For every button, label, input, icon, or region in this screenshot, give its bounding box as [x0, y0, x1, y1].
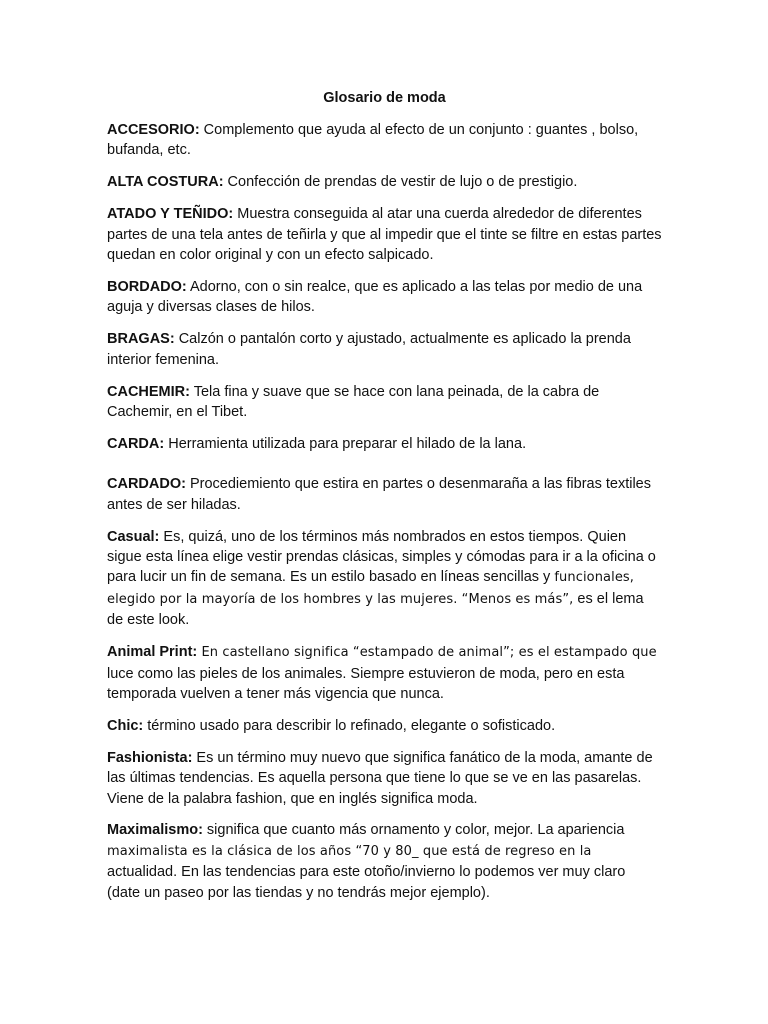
entry-term: ALTA COSTURA:	[107, 174, 224, 191]
entry-term: CARDA:	[107, 435, 165, 452]
entry-definition: Muestra conseguida al atar una cuerda alrededor de diferentes partes de una tela antes de teñirla y que al impedir que el tinte se filtre en estas partes quedan en color original y con un efecto salpicado.	[107, 206, 662, 264]
document-title: Glosario de moda	[323, 90, 446, 106]
entry-term: Fashionista:	[107, 749, 193, 766]
glossary-entry-casual	[107, 527, 662, 631]
glossary-entry-accesorio	[107, 120, 662, 161]
glossary-entry-chic	[107, 716, 662, 736]
entry-definition: Es un término muy nuevo que significa fanático de la moda, amante de las últimas tendencias. Es aquella persona que tiene lo que se ve en las pasarelas. Viene de la palabra fashion, que en inglés significa moda.	[107, 749, 653, 807]
entry-term: BORDADO:	[107, 278, 187, 295]
entry-definition: término usado para describir lo refinado, elegante o sofisticado.	[143, 717, 556, 734]
entry-definition: Tela fina y suave que se hace con lana peinada, de la cabra de Cachemir, en el Tibet.	[107, 383, 600, 420]
entry-definition-alt: maximalista es la clásica de los años “70 y 80_ que está de regreso en la	[107, 843, 592, 859]
glossary-entry-fashionista	[107, 748, 662, 809]
entry-definition-alt: funcionales, elegido por la mayoría de los hombres y las mujeres. “Menos es más”,	[107, 570, 635, 607]
entry-definition: Herramienta utilizada para preparar el hilado de la lana.	[164, 435, 527, 452]
entry-term: CARDADO:	[107, 476, 186, 493]
entry-definition: Confección de prendas de vestir de lujo o de prestigio.	[223, 174, 578, 191]
glossary-entry-carda	[107, 434, 662, 454]
entry-definition: Calzón o pantalón corto y ajustado, actualmente es aplicado la prenda interior femenina.	[107, 331, 631, 368]
entry-term: BRAGAS:	[107, 331, 175, 348]
glossary-entry-alta-costura	[107, 172, 662, 192]
entry-definition-alt: En castellano significa “estampado de animal”; es el estampado que	[197, 645, 657, 661]
entry-term: Casual:	[107, 528, 160, 545]
entry-term: Maximalismo:	[107, 822, 203, 839]
glossary-entry-atado-y-tenido	[107, 204, 662, 265]
entry-term: CACHEMIR:	[107, 383, 190, 400]
entry-definition-end: actualidad. En las tendencias para este otoño/invierno lo podemos ver muy claro (date un paseo por las tiendas y no tendrás mejor ejemplo).	[107, 864, 626, 901]
entry-term: ATADO Y TEÑIDO:	[107, 206, 234, 223]
entry-term: ACCESORIO:	[107, 122, 200, 138]
glossary-entry-maximalismo	[107, 820, 662, 903]
entry-term: Animal Print:	[107, 644, 198, 661]
entry-definition: Procediemiento que estira en partes o desenmaraña a las fibras textiles antes de ser hiladas.	[107, 476, 651, 513]
glossary-entry-animal-print	[107, 642, 662, 704]
entry-definition: Es, quizá, uno de los términos más nombrados en estos tiempos. Quien sigue esta línea elige vestir prendas clásicas, simples y cómodas para ir a la oficina o para lucir un fin de semana. Es un estilo basado en líneas sencillas y	[107, 528, 656, 586]
glossary-entry-cachemir	[107, 382, 662, 423]
glossary-entry-bragas	[107, 329, 662, 370]
entry-definition: Adorno, con o sin realce, que es aplicado a las telas por medio de una aguja y diversas clases de hilos.	[107, 278, 643, 316]
entry-definition: Complemento que ayuda al efecto de un conjunto : guantes , bolso, bufanda, etc.	[107, 122, 639, 159]
entry-definition-end: luce como las pieles de los animales. Siempre estuvieron de moda, pero en esta temporada vuelven a tener más vigencia que nunca.	[107, 665, 625, 702]
entry-definition: significa que cuanto más ornamento y color, mejor. La apariencia	[202, 822, 625, 839]
glossary-entry-cardado	[107, 474, 662, 515]
entry-definition-end: es el lema de este look.	[107, 590, 644, 629]
glossary-entry-bordado	[107, 277, 662, 318]
entry-term: Chic:	[107, 717, 144, 734]
